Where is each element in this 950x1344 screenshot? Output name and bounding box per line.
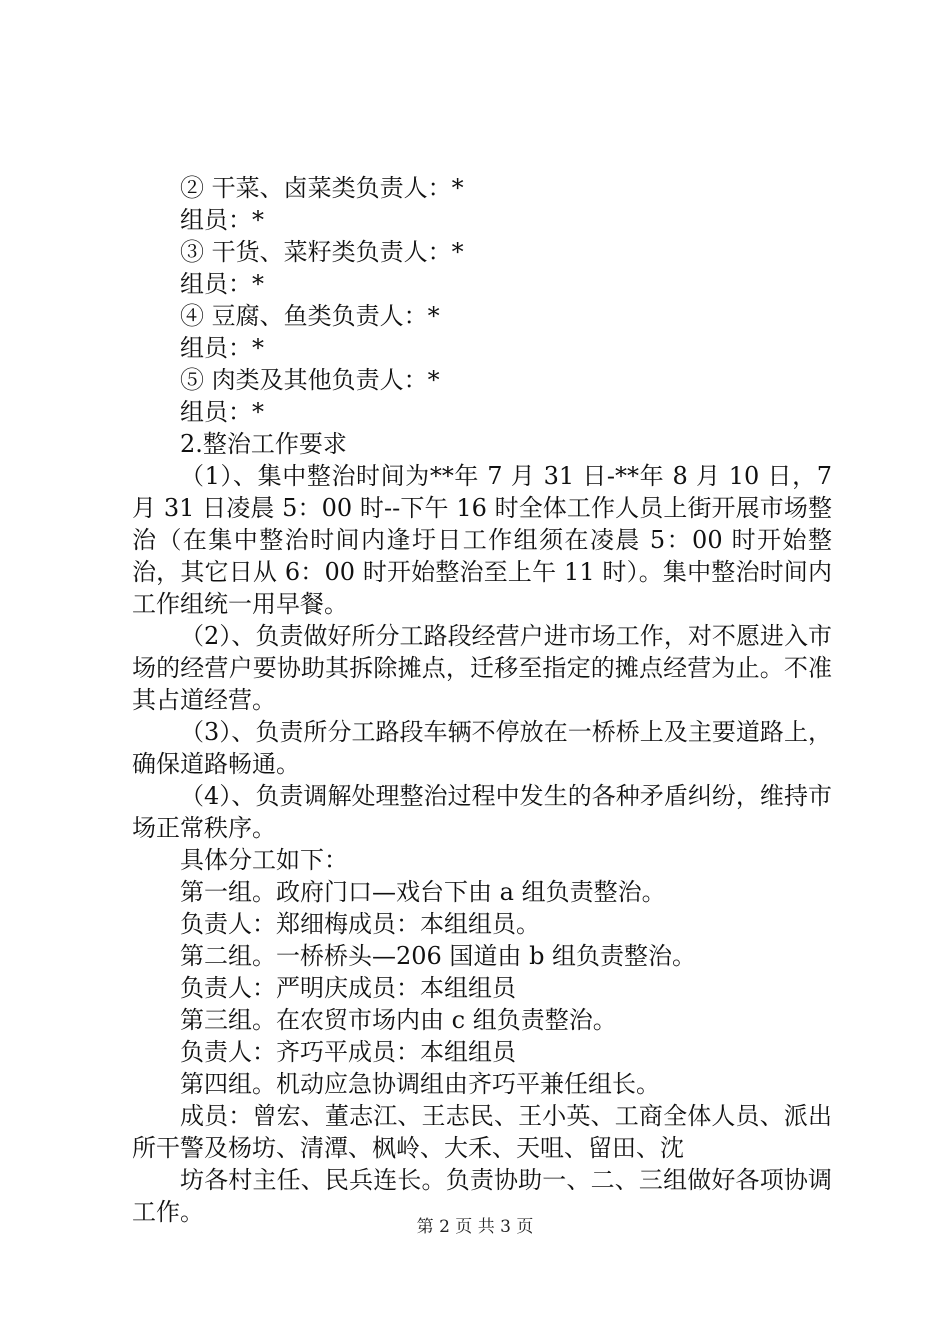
requirement-paragraph: （2）、负责做好所分工路段经营户进市场工作，对不愿进入市场的经营户要协助其拆除摊点，迁移至指定的摊点经营为止。不准其占道经营。: [132, 622, 832, 714]
page-footer: 第 2 页 共 3 页: [416, 1217, 534, 1237]
group-line: ⑤ 肉类及其他负责人：*: [180, 366, 440, 394]
group-line: ③ 干货、菜籽类负责人：*: [180, 238, 464, 266]
division-title: 具体分工如下：: [180, 846, 348, 874]
division-line: 第三组。在农贸市场内由 c 组负责整治。: [180, 1006, 617, 1034]
group-line: 组员：*: [180, 398, 264, 426]
division-line: 第一组。政府门口—戏台下由 a 组负责整治。: [180, 878, 666, 906]
group-line: 组员：*: [180, 334, 264, 362]
requirement-paragraph: （3）、负责所分工路段车辆不停放在一桥桥上及主要道路上，确保道路畅通。: [132, 718, 832, 778]
division-line: 第二组。一桥桥头—206 国道由 b 组负责整治。: [180, 942, 697, 970]
members-continuation: 坊各村主任、民兵连长。负责协助一、二、三组做好各项协调工作。: [132, 1166, 832, 1226]
document-body: [132, 172, 832, 1228]
requirement-paragraph: （4）、负责调解处理整治过程中发生的各种矛盾纠纷，维持市场正常秩序。: [132, 782, 832, 842]
division-line: 负责人：郑细梅成员：本组组员。: [180, 910, 540, 938]
requirement-paragraph: （1）、集中整治时间为**年 7 月 31 日-**年 8 月 10 日，7 月 31 日凌晨 5：00 时--下午 16 时全体工作人员上街开展市场整治（在集中整治时间内逢圩日工作组须在凌晨 5：00 时开始整治，其它日从 6：00 时开始整治至上午 11 时）。集中整治时间内工作组统一用早餐。: [132, 462, 832, 618]
group-line: 组员：*: [180, 270, 264, 298]
division-line: 第四组。机动应急协调组由齐巧平兼任组长。: [180, 1070, 660, 1098]
group-line: 组员：*: [180, 206, 264, 234]
section-title: 2.整治工作要求: [180, 430, 347, 458]
division-line: 负责人：严明庆成员：本组组员: [180, 974, 516, 1002]
members-paragraph: 成员：曾宏、董志江、王志民、王小英、工商全体人员、派出所干警及杨坊、清潭、枫岭、大禾、天咀、留田、沈: [132, 1102, 832, 1162]
group-line: ② 干菜、卤菜类负责人：*: [180, 174, 464, 202]
division-line: 负责人：齐巧平成员：本组组员: [180, 1038, 516, 1066]
group-line: ④ 豆腐、鱼类负责人：*: [180, 302, 440, 330]
